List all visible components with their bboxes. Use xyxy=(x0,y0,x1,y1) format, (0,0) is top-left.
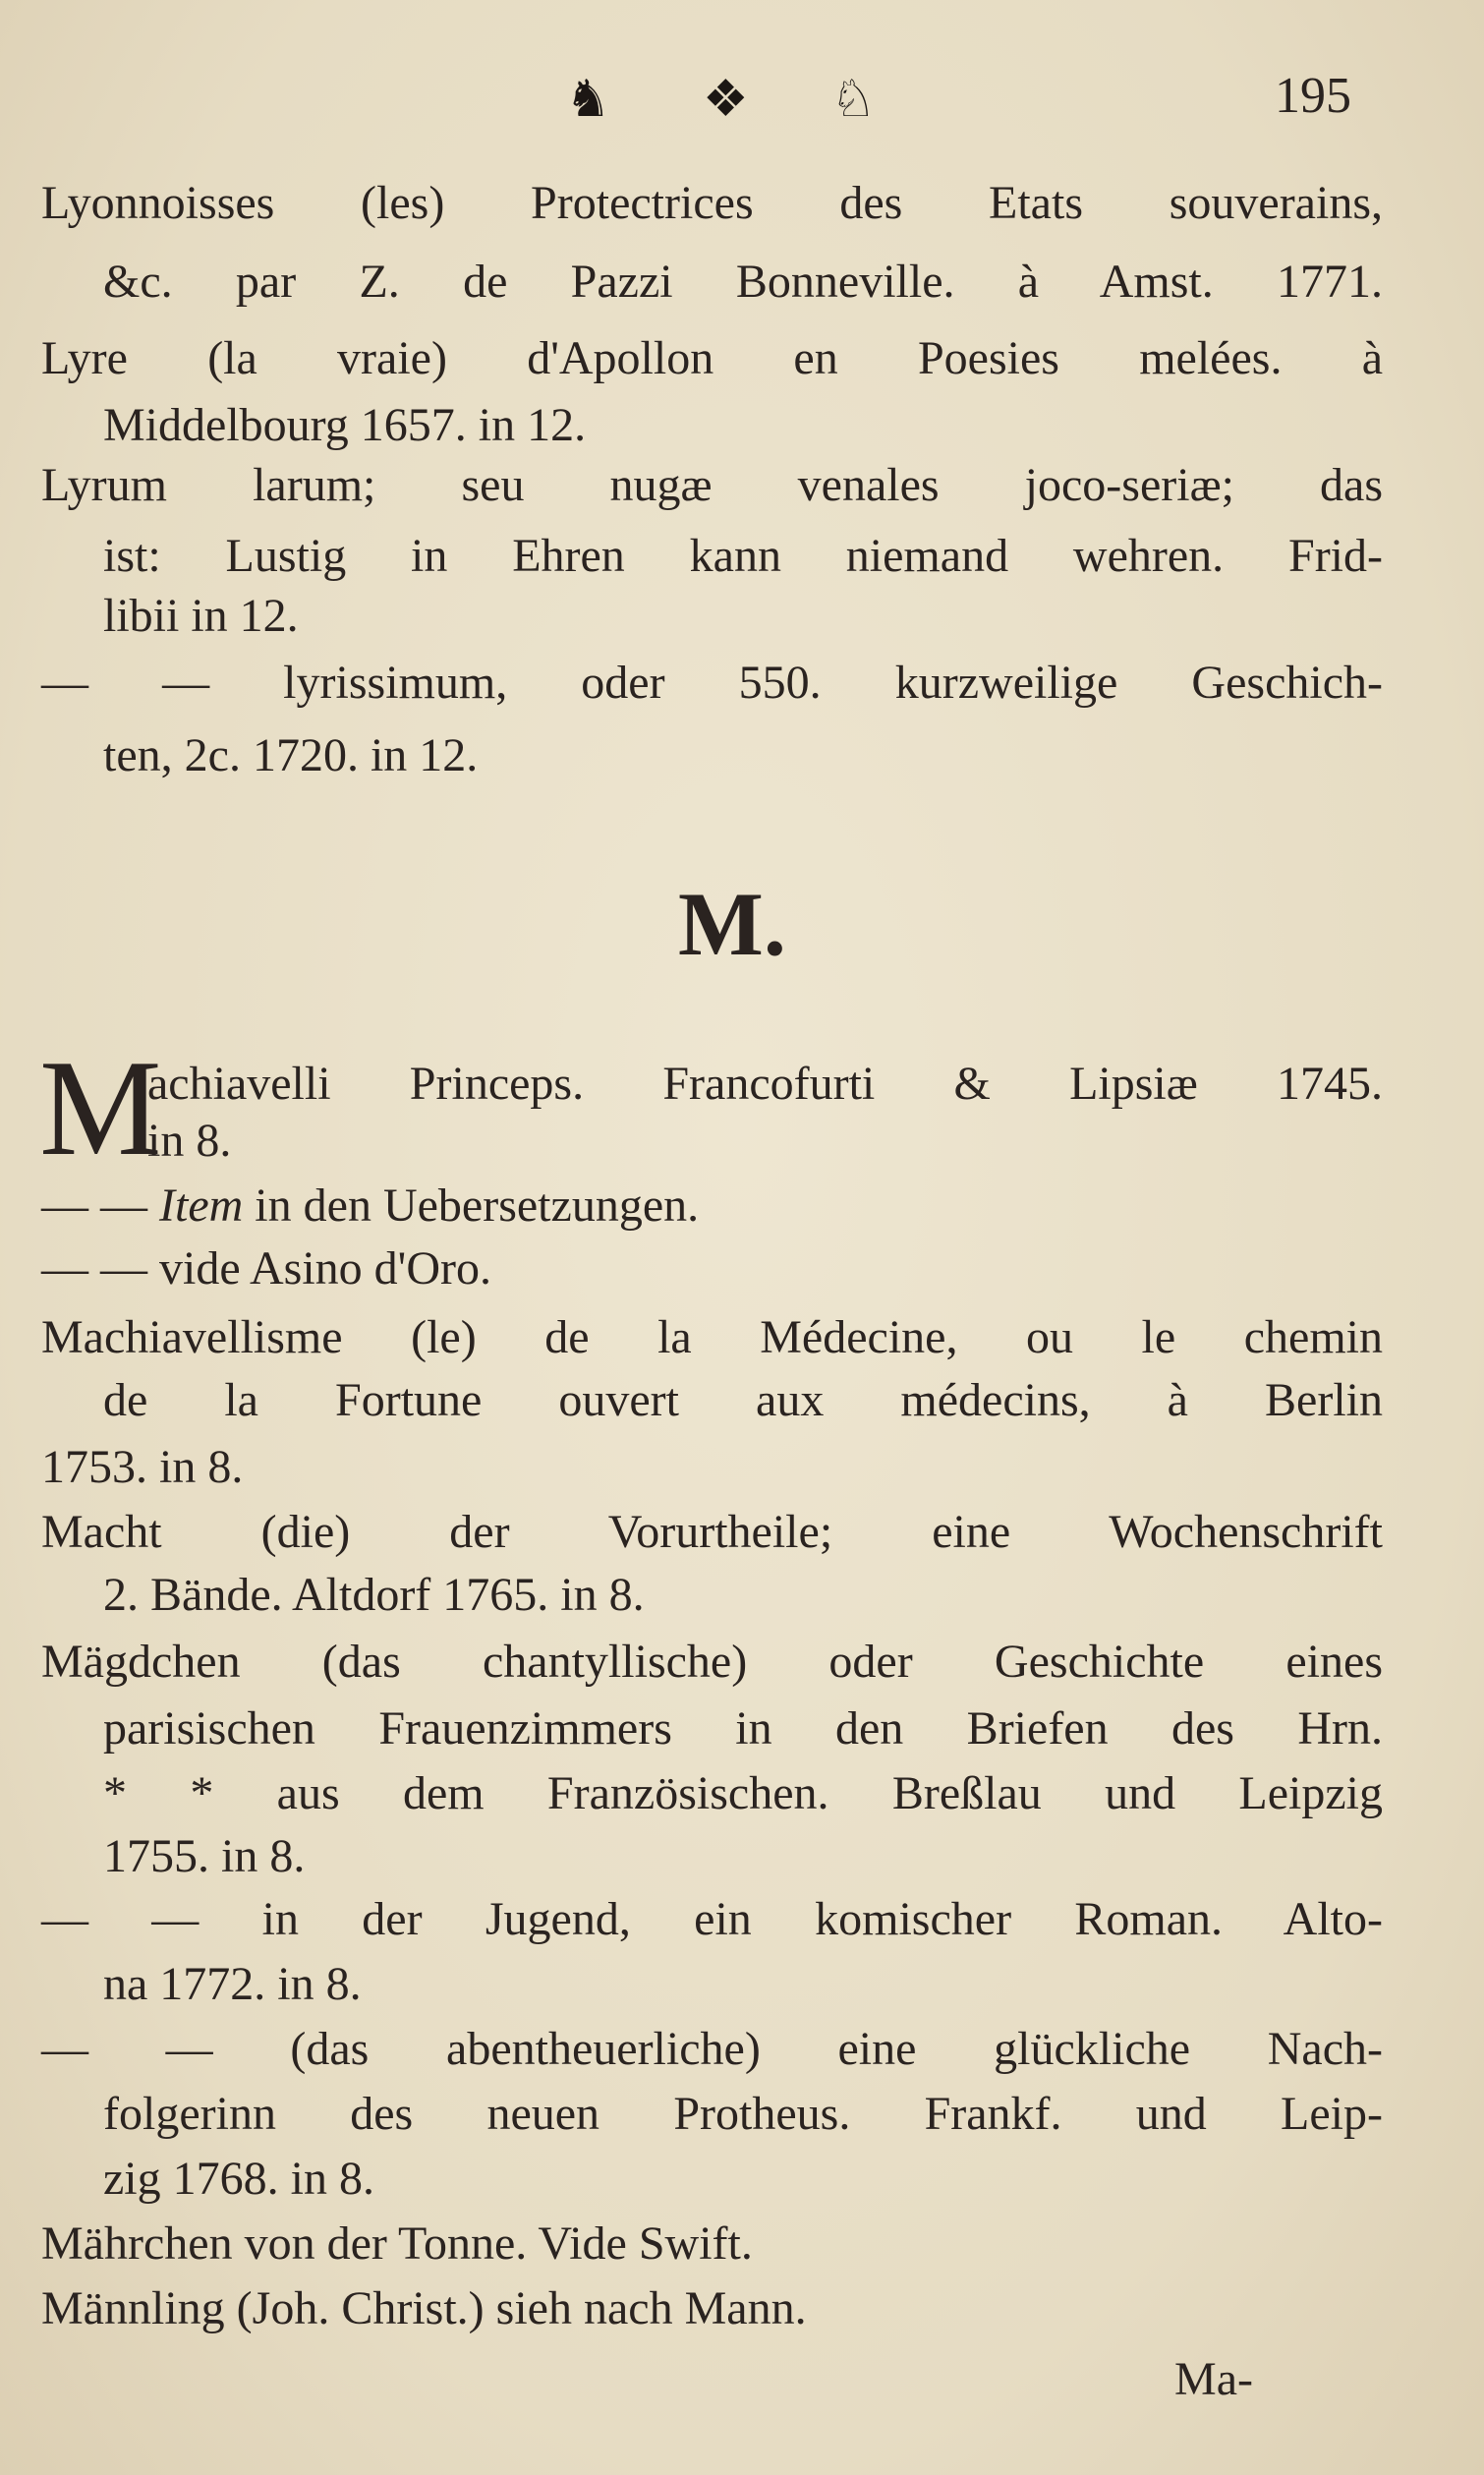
section-heading: M. xyxy=(678,874,786,974)
entry-line: Lyrum larum; seu nugæ venales joco-seriæ; das xyxy=(41,459,1383,511)
entry-line: parisischen Frauenzimmers in den Briefen des Hrn. xyxy=(103,1702,1383,1755)
dash: — — xyxy=(41,1180,147,1232)
page-number: 195 xyxy=(1275,68,1351,124)
ornament-right-icon: ♘ xyxy=(830,72,877,128)
ornament-left-icon: ♞ xyxy=(565,72,611,128)
entry-line: Mährchen von der Tonne. Vide Swift. xyxy=(41,2217,753,2270)
entry-line: Middelbourg 1657. in 12. xyxy=(103,399,587,451)
entry-line: * * aus dem Französischen. Breßlau und Leipzig xyxy=(103,1767,1383,1819)
entry-text: in den Uebersetzungen. xyxy=(255,1180,700,1232)
entry-line: achiavelli Princeps. Francofurti & Lipsiæ 1745. xyxy=(147,1058,1383,1110)
entry-line: — — lyrissimum, oder 550. kurzweilige Geschich- xyxy=(41,657,1383,709)
entry-line: libii in 12. xyxy=(103,590,299,642)
item-word: Item xyxy=(159,1180,244,1232)
entry-line: Machiavellisme (le) de la Médecine, ou le chemin xyxy=(41,1311,1383,1363)
entry-line: 2. Bände. Altdorf 1765. in 8. xyxy=(103,1569,645,1621)
entry-line: — — in der Jugend, ein komischer Roman. Alto- xyxy=(41,1893,1383,1945)
entry-line: Lyre (la vraie) d'Apollon en Poesies melées. à xyxy=(41,332,1383,384)
entry-line: na 1772. in 8. xyxy=(103,1958,362,2010)
entry-line: Männling (Joh. Christ.) sieh nach Mann. xyxy=(41,2282,807,2334)
entry-line: 1753. in 8. xyxy=(41,1441,244,1493)
entry-line: zig 1768. in 8. xyxy=(103,2153,374,2205)
entry-line: folgerinn des neuen Protheus. Frankf. und Leip- xyxy=(103,2088,1383,2140)
entry-line: ist: Lustig in Ehren kann niemand wehren. Frid- xyxy=(103,530,1383,582)
entry-line: — — (das abentheuerliche) eine glückliche Nach- xyxy=(41,2023,1383,2075)
entry-line: — — vide Asino d'Oro. xyxy=(41,1242,491,1295)
entry-line: &c. par Z. de Pazzi Bonneville. à Amst. 1771. xyxy=(103,256,1383,308)
entry-line: 1755. in 8. xyxy=(103,1830,306,1882)
drop-cap: M xyxy=(39,1032,162,1184)
entry-line: ten, 2c. 1720. in 12. xyxy=(103,729,479,781)
entry-line: Mägdchen (das chantyllische) oder Geschichte eines xyxy=(41,1636,1383,1688)
entry-line: Macht (die) der Vorurtheile; eine Wochenschrift xyxy=(41,1506,1383,1558)
catchword: Ma- xyxy=(1174,2353,1253,2405)
entry-line xyxy=(41,1178,1383,1235)
entry-line: in 8. xyxy=(147,1115,232,1167)
entry-line: de la Fortune ouvert aux médecins, à Berlin xyxy=(103,1374,1383,1426)
ornament-center-icon: ❖ xyxy=(703,72,749,128)
entry-line: Lyonnoisses (les) Protectrices des Etats souverains, xyxy=(41,177,1383,229)
